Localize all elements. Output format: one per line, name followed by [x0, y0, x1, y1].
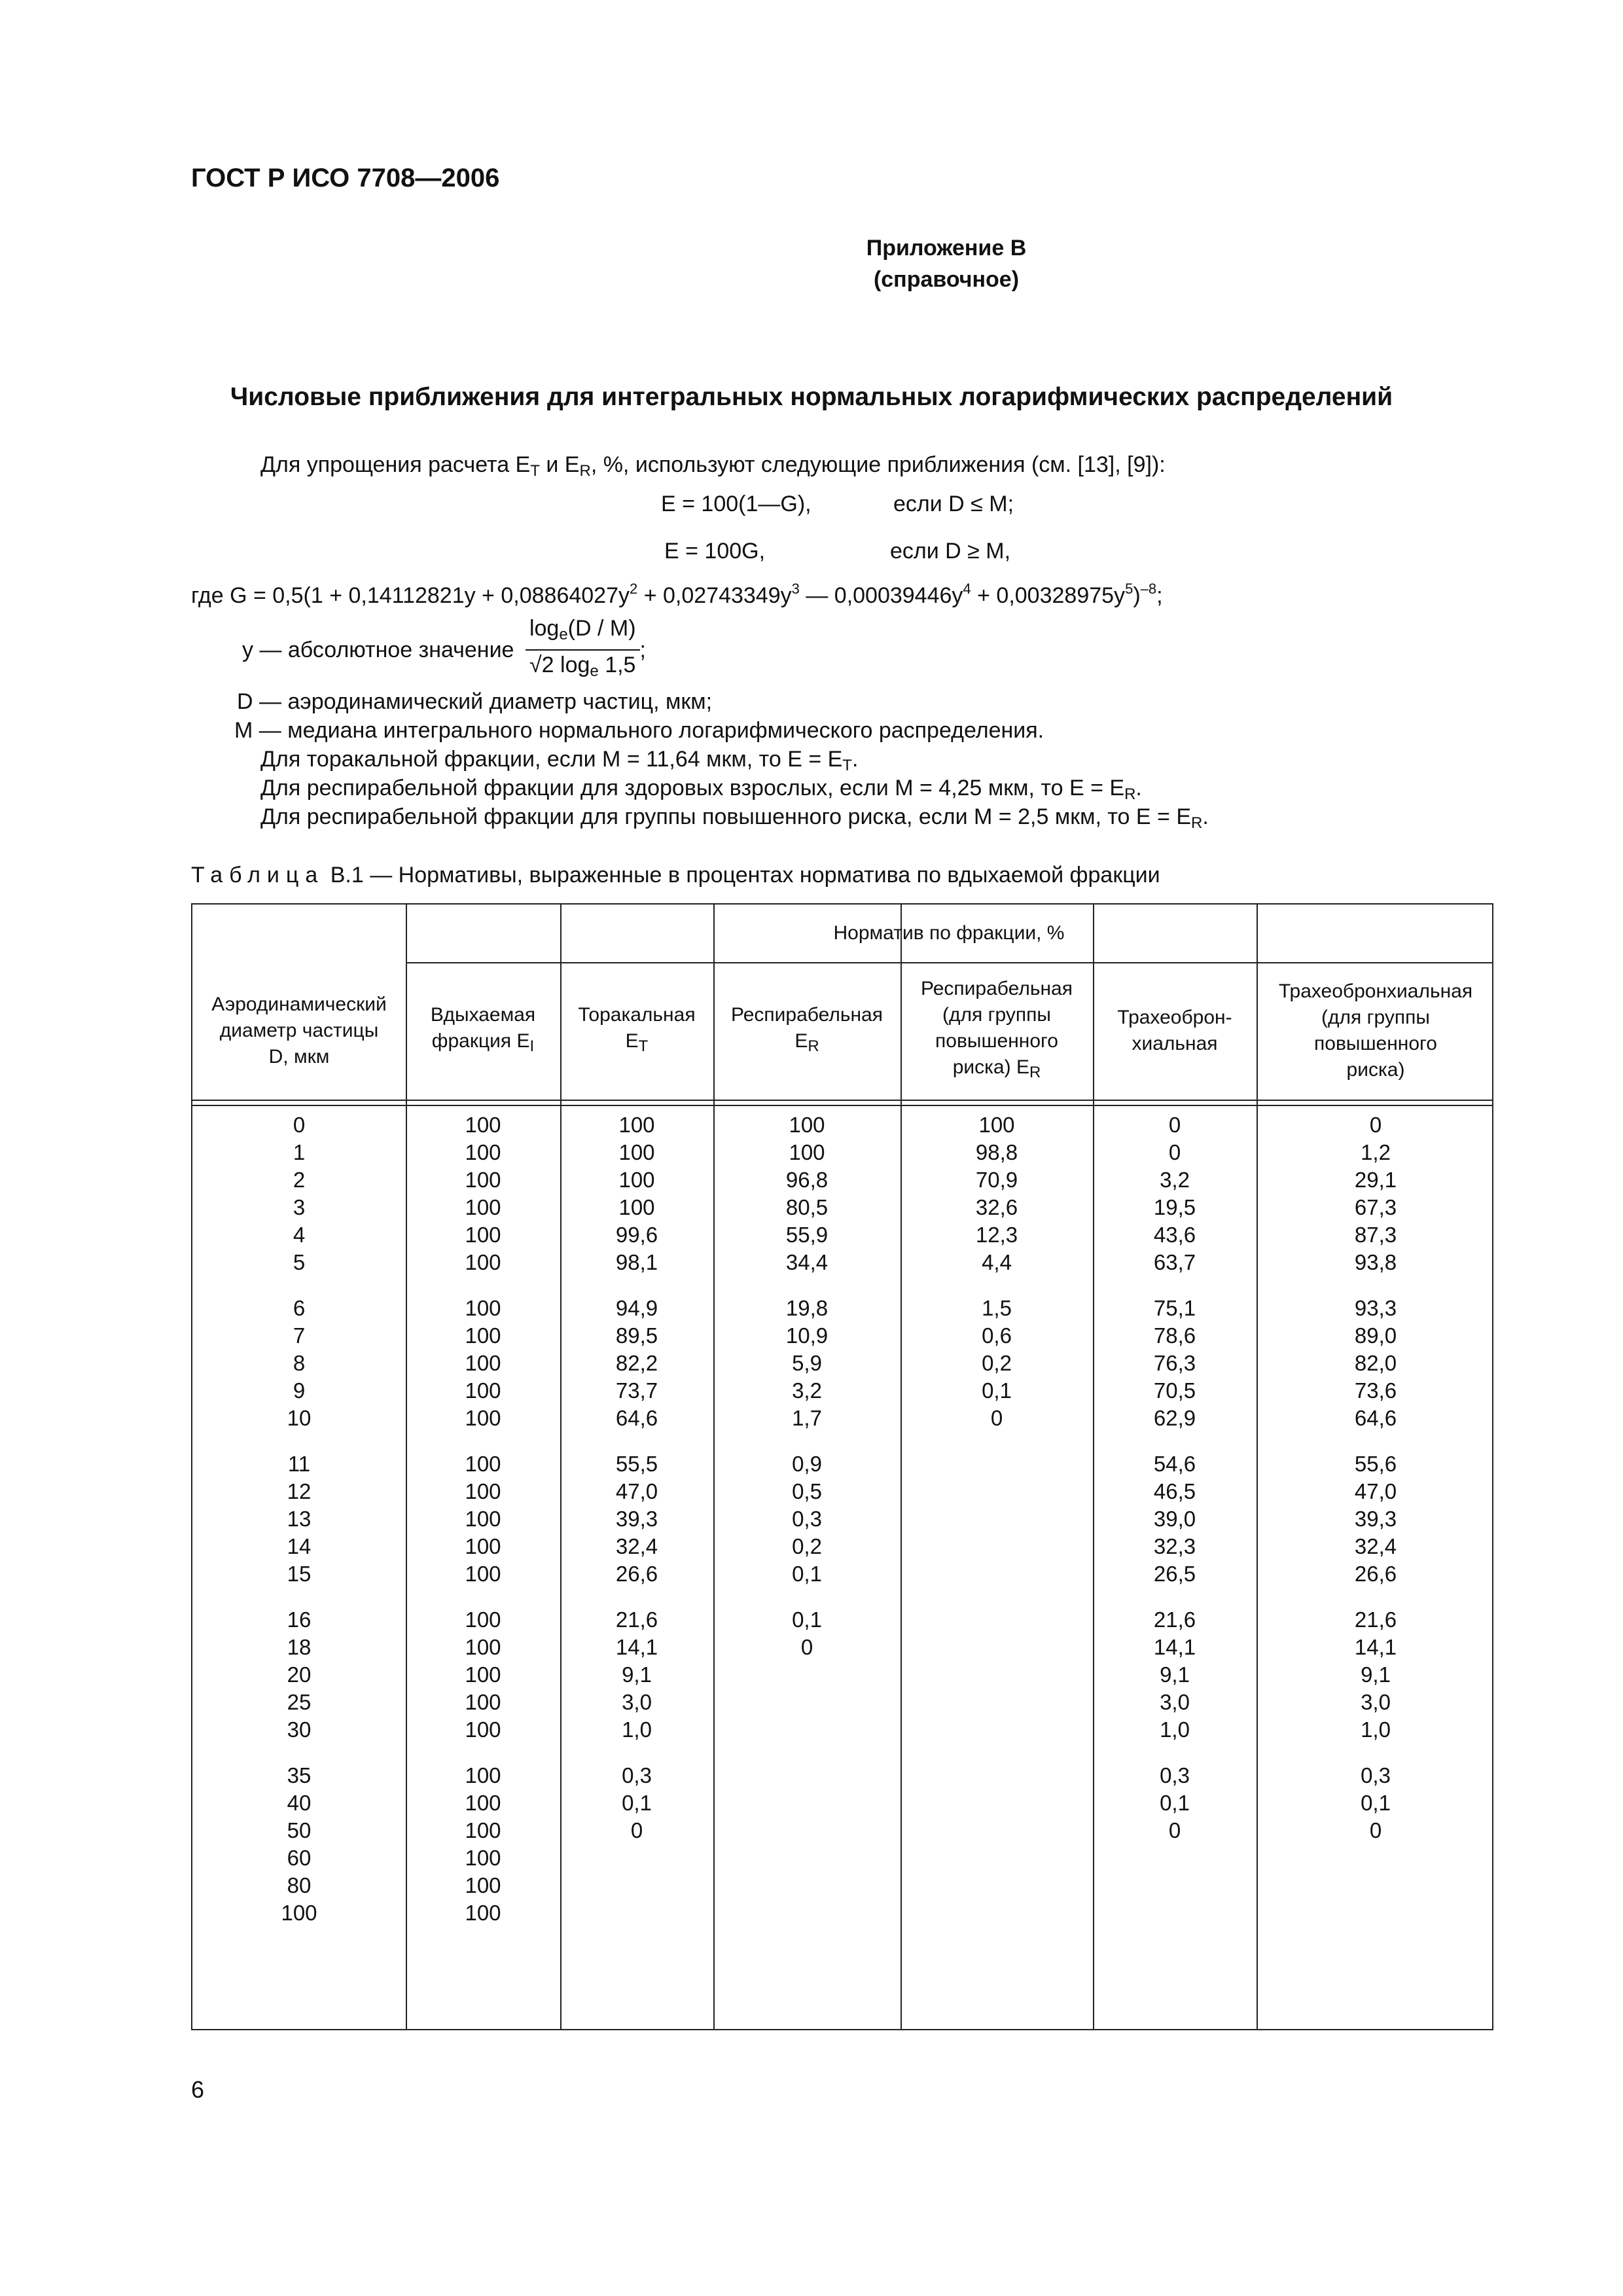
table-cell: 78,6 [1153, 1323, 1196, 1348]
section-title: Числовые приближения для интегральных нормальных логарифмических распределений [230, 383, 1393, 411]
intro-paragraph: Для упрощения расчета $E_T$ и $E_R$, %, используют следующие приближения (см. [13], [9]): [260, 452, 1166, 480]
table-cell: 9,1 [1361, 1662, 1391, 1687]
column-tracheobronchial [1093, 1111, 1257, 1927]
thoracic-note: Для торакальной фракции, если M = 11,64 мкм, то $E = E_T$. [260, 747, 859, 774]
table-cell: 0,6 [982, 1323, 1012, 1348]
table-cell: 100 [465, 1846, 501, 1870]
table-cell: 2 [293, 1168, 306, 1192]
table-cell: 19,8 [785, 1296, 829, 1320]
table-cell: 32,6 [975, 1195, 1018, 1219]
table-cell [1093, 1872, 1257, 1899]
table-cell: 0 [1369, 1113, 1382, 1137]
header-inhalable: Вдыхаемая фракция $E_I$ [430, 1004, 536, 1055]
table-cell [901, 1634, 1093, 1661]
table-cell: 26,6 [1354, 1562, 1397, 1586]
table-cell: 0,5 [792, 1479, 822, 1503]
g-definition: где $G = 0,5(1 + 0,14112821y + 0,08864027y^2 + 0,02743349y^3$ — $0,00039446y^4 + 0,00328975y^5)^{-8}$; [191, 581, 1163, 608]
table-cell: 100 [465, 1791, 501, 1815]
table-cell [1093, 1899, 1257, 1927]
table-cell: 100 [465, 1140, 501, 1164]
table-cell: 14 [287, 1534, 312, 1558]
table-cell: 100 [465, 1873, 501, 1897]
table-cell: 87,3 [1354, 1223, 1397, 1247]
table-cell [713, 1899, 901, 1927]
table-cell [901, 1505, 1093, 1533]
table-cell [1093, 1844, 1257, 1872]
table-cell: 67,3 [1354, 1195, 1397, 1219]
table-cell: 55,6 [1354, 1452, 1397, 1476]
table-cell: 21,6 [1153, 1607, 1196, 1632]
table-cell [901, 1716, 1093, 1744]
table-cell: 100 [465, 1534, 501, 1558]
table-cell: 0,1 [622, 1791, 652, 1815]
table-cell: 0,3 [622, 1763, 652, 1787]
table-cell: 100 [978, 1113, 1015, 1137]
table-cell: 64,6 [1354, 1406, 1397, 1430]
table-cell: 0,1 [982, 1378, 1012, 1403]
table-cell: 80,5 [785, 1195, 829, 1219]
table-cell: 100 [465, 1113, 501, 1137]
table-cell [901, 1899, 1093, 1927]
table-cell: 0 [800, 1635, 813, 1659]
table-cell: 80 [287, 1873, 312, 1897]
table-cell: 16 [287, 1607, 312, 1632]
table-cell: 100 [465, 1452, 501, 1476]
table-cell: 82,2 [615, 1351, 658, 1375]
table-cell: 14,1 [615, 1635, 658, 1659]
table-cell: 0,2 [792, 1534, 822, 1558]
table-cell: 62,9 [1153, 1406, 1196, 1430]
table-cell: 14,1 [1354, 1635, 1397, 1659]
table-cell: 0,9 [792, 1452, 822, 1476]
table-cell [713, 1689, 901, 1716]
table-cell: 25 [287, 1690, 312, 1714]
table-cell: 100 [465, 1662, 501, 1687]
table-cell: 100 [465, 1296, 501, 1320]
table-cell: 12,3 [975, 1223, 1018, 1247]
m-definition: M — медиана интегрального нормального логарифмического распределения. [234, 718, 1044, 743]
column-inhalable [406, 1111, 560, 1927]
table-cell: 20 [287, 1662, 312, 1687]
table-cell: 5,9 [792, 1351, 822, 1375]
table-cell: 89,0 [1354, 1323, 1397, 1348]
table-cell: 21,6 [1354, 1607, 1397, 1632]
high-risk-note: Для респирабельной фракции для группы повышенного риска, если M = 2,5 мкм, то $E = E_R$. [260, 804, 1209, 832]
table-cell [901, 1606, 1093, 1634]
formula-1: E = 100(1—G), [661, 492, 812, 516]
table-cell: 3,0 [622, 1690, 652, 1714]
table-cell: 32,4 [1354, 1534, 1397, 1558]
table-cell: 73,6 [1354, 1378, 1397, 1403]
table-cell [560, 1899, 713, 1927]
table-cell: 4,4 [982, 1250, 1012, 1274]
table-cell: 55,5 [615, 1452, 658, 1476]
table-cell: 0,3 [1361, 1763, 1391, 1787]
table-cell [901, 1560, 1093, 1588]
table-cell: 1,0 [1160, 1717, 1190, 1742]
table-cell: 100 [465, 1635, 501, 1659]
table-cell: 100 [789, 1140, 825, 1164]
table-cell: 4 [293, 1223, 306, 1247]
table-cell: 63,7 [1153, 1250, 1196, 1274]
table-cell: 100 [281, 1901, 317, 1925]
header-respirable: Респирабельная $E_R$ [731, 1004, 883, 1055]
table-cell: 3,0 [1361, 1690, 1391, 1714]
table-cell [901, 1789, 1093, 1817]
table-cell: 9 [293, 1378, 306, 1403]
table-cell: 100 [465, 1250, 501, 1274]
table-cell [713, 1789, 901, 1817]
header-tracheobronchial: Трахеоброн- хиальная [1117, 1007, 1232, 1054]
table-cell: 0,1 [1361, 1791, 1391, 1815]
table-cell: 9,1 [1160, 1662, 1190, 1687]
table-cell: 100 [465, 1479, 501, 1503]
table-cell: 1 [293, 1140, 306, 1164]
table-cell: 100 [465, 1901, 501, 1925]
table-cell [901, 1844, 1093, 1872]
table-cell: 8 [293, 1351, 306, 1375]
table-cell: 3,2 [792, 1378, 822, 1403]
table-cell: 40 [287, 1791, 312, 1815]
table-cell: 3,2 [1160, 1168, 1190, 1192]
table-cell: 55,9 [785, 1223, 829, 1247]
header-respirable-high-risk: Респирабельная (для группы повышенного риска) $E_R$ [921, 978, 1073, 1081]
table-cell [901, 1817, 1093, 1844]
table-cell: 15 [287, 1562, 312, 1586]
appendix-line-1: Приложение В [866, 236, 1027, 260]
table-cell: 5 [293, 1250, 306, 1274]
table-cell: 70,9 [975, 1168, 1018, 1192]
table-cell: 6 [293, 1296, 306, 1320]
table-cell: 32,3 [1153, 1534, 1196, 1558]
header-diameter: Аэродинамический диаметр частицы D, мкм [211, 994, 387, 1067]
table-cell: 14,1 [1153, 1635, 1196, 1659]
table-cell: 26,6 [615, 1562, 658, 1586]
table-cell: 43,6 [1153, 1223, 1196, 1247]
column-respirable [713, 1111, 901, 1927]
table-cell [713, 1817, 901, 1844]
table-cell: 1,0 [622, 1717, 652, 1742]
table-cell: 0,3 [792, 1507, 822, 1531]
table-cell: 100 [618, 1195, 655, 1219]
table-cell: 100 [465, 1717, 501, 1742]
table-cell: 0 [293, 1113, 306, 1137]
y-fraction: $\frac{\log_e(D / M)}{√2 \log_e 1,5}$ [526, 615, 640, 685]
table-cell: 100 [465, 1818, 501, 1842]
table-cell: 47,0 [615, 1479, 658, 1503]
table-cell: 100 [465, 1607, 501, 1632]
table-cell [713, 1844, 901, 1872]
table-cell [560, 1872, 713, 1899]
header-thoracic: Торакальная $E_T$ [578, 1004, 696, 1055]
table-cell: 100 [465, 1406, 501, 1430]
table-cell: 19,5 [1153, 1195, 1196, 1219]
table-cell: 100 [465, 1195, 501, 1219]
table-cell: 100 [618, 1168, 655, 1192]
table-cell: 29,1 [1354, 1168, 1397, 1192]
table-cell [901, 1872, 1093, 1899]
table-cell: 39,0 [1153, 1507, 1196, 1531]
table-cell: 0 [1168, 1818, 1181, 1842]
column-tracheobronchial-high-risk [1257, 1111, 1495, 1927]
formula-2-condition: если D ≥ M, [890, 539, 1011, 564]
table-cell: 0,1 [792, 1562, 822, 1586]
data-table [191, 903, 1493, 2030]
respirable-note: Для респирабельной фракции для здоровых взрослых, если M = 4,25 мкм, то $E = E_R$. [260, 776, 1142, 803]
table-cell: 1,2 [1361, 1140, 1391, 1164]
table-cell [713, 1716, 901, 1744]
table-cell: 76,3 [1153, 1351, 1196, 1375]
table-cell: 0,3 [1160, 1763, 1190, 1787]
table-cell: 100 [465, 1378, 501, 1403]
table-cell [1257, 1844, 1495, 1872]
table-cell: 98,8 [975, 1140, 1018, 1164]
table-cell: 100 [789, 1113, 825, 1137]
table-cell: 60 [287, 1846, 312, 1870]
table-cell: 98,1 [615, 1250, 658, 1274]
table-cell: 100 [465, 1351, 501, 1375]
table-cell: 50 [287, 1818, 312, 1842]
table-cell: 32,4 [615, 1534, 658, 1558]
table-cell: 47,0 [1354, 1479, 1397, 1503]
table-cell: 12 [287, 1479, 312, 1503]
y-definition: y — абсолютное значение $\frac{\log_e(D / M)}{√2 \log_e 1,5}$ ; [242, 615, 646, 685]
table-cell: 0,2 [982, 1351, 1012, 1375]
table-cell [713, 1872, 901, 1899]
table-cell: 46,5 [1153, 1479, 1196, 1503]
header-tracheobronchial-high-risk: Трахеобронхиальная (для группы повышенного риска) [1278, 980, 1473, 1081]
table-cell: 100 [465, 1223, 501, 1247]
table-cell [1257, 1872, 1495, 1899]
table-cell: 93,3 [1354, 1296, 1397, 1320]
table-cell: 93,8 [1354, 1250, 1397, 1274]
table-cell [560, 1844, 713, 1872]
group-header: Норматив по фракции, % [833, 922, 1065, 944]
table-cell [1257, 1899, 1495, 1927]
column-diameter [192, 1111, 406, 1927]
table-cell: 54,6 [1153, 1452, 1196, 1476]
table-cell [901, 1533, 1093, 1560]
formula-2: E = 100G, [664, 539, 766, 564]
table-cell [901, 1661, 1093, 1689]
table-cell: 99,6 [615, 1223, 658, 1247]
table-cell: 18 [287, 1635, 312, 1659]
table-cell: 35 [287, 1763, 312, 1787]
table-cell: 39,3 [615, 1507, 658, 1531]
appendix-line-2: (справочное) [873, 267, 1020, 292]
column-thoracic [560, 1111, 713, 1927]
table-cell: 64,6 [615, 1406, 658, 1430]
table-cell: 96,8 [785, 1168, 829, 1192]
table-cell [901, 1762, 1093, 1789]
table-cell: 100 [618, 1140, 655, 1164]
table-cell: 13 [287, 1507, 312, 1531]
table-cell: 39,3 [1354, 1507, 1397, 1531]
table-cell: 26,5 [1153, 1562, 1196, 1586]
table-cell: 73,7 [615, 1378, 658, 1403]
table-cell: 0 [1369, 1818, 1382, 1842]
table-cell: 3,0 [1160, 1690, 1190, 1714]
table-cell: 34,4 [785, 1250, 829, 1274]
table-cell: 100 [465, 1323, 501, 1348]
column-respirable-high-risk [901, 1111, 1093, 1927]
table-cell: 0 [1168, 1140, 1181, 1164]
table-cell: 30 [287, 1717, 312, 1742]
table-cell: 100 [465, 1562, 501, 1586]
table-cell: 10 [287, 1406, 312, 1430]
table-cell: 7 [293, 1323, 306, 1348]
table-cell: 0 [1168, 1113, 1181, 1137]
table-cell: 9,1 [622, 1662, 652, 1687]
table-cell: 1,7 [792, 1406, 822, 1430]
table-cell: 100 [465, 1690, 501, 1714]
table-cell [901, 1689, 1093, 1716]
appendix-heading [0, 232, 1623, 295]
table-cell: 82,0 [1354, 1351, 1397, 1375]
table-cell [713, 1762, 901, 1789]
table-cell: 3 [293, 1195, 306, 1219]
document-header: ГОСТ Р ИСО 7708—2006 [191, 164, 500, 192]
table-cell: 100 [618, 1113, 655, 1137]
table-cell: 70,5 [1153, 1378, 1196, 1403]
table-cell: 1,5 [982, 1296, 1012, 1320]
table-cell: 0 [990, 1406, 1003, 1430]
table-cell: 21,6 [615, 1607, 658, 1632]
formula-1-condition: если D ≤ M; [893, 492, 1014, 516]
page-number: 6 [191, 2076, 205, 2103]
table-cell [901, 1478, 1093, 1505]
table-caption: Таблица В.1 — Нормативы, выраженные в процентах норматива по вдыхаемой фракции [191, 863, 1160, 888]
table-cell: 100 [465, 1763, 501, 1787]
table-cell: 1,0 [1361, 1717, 1391, 1742]
table-cell [901, 1450, 1093, 1478]
table-cell: 10,9 [785, 1323, 829, 1348]
table-cell: 0,1 [792, 1607, 822, 1632]
table-cell: 89,5 [615, 1323, 658, 1348]
table-cell: 100 [465, 1507, 501, 1531]
table-cell: 75,1 [1153, 1296, 1196, 1320]
table-cell: 11 [287, 1452, 311, 1476]
table-cell: 0 [630, 1818, 643, 1842]
d-definition: D — аэродинамический диаметр частиц, мкм; [237, 689, 713, 714]
table-cell: 0,1 [1160, 1791, 1190, 1815]
table-cell: 100 [465, 1168, 501, 1192]
table-cell [713, 1661, 901, 1689]
table-cell: 94,9 [615, 1296, 658, 1320]
